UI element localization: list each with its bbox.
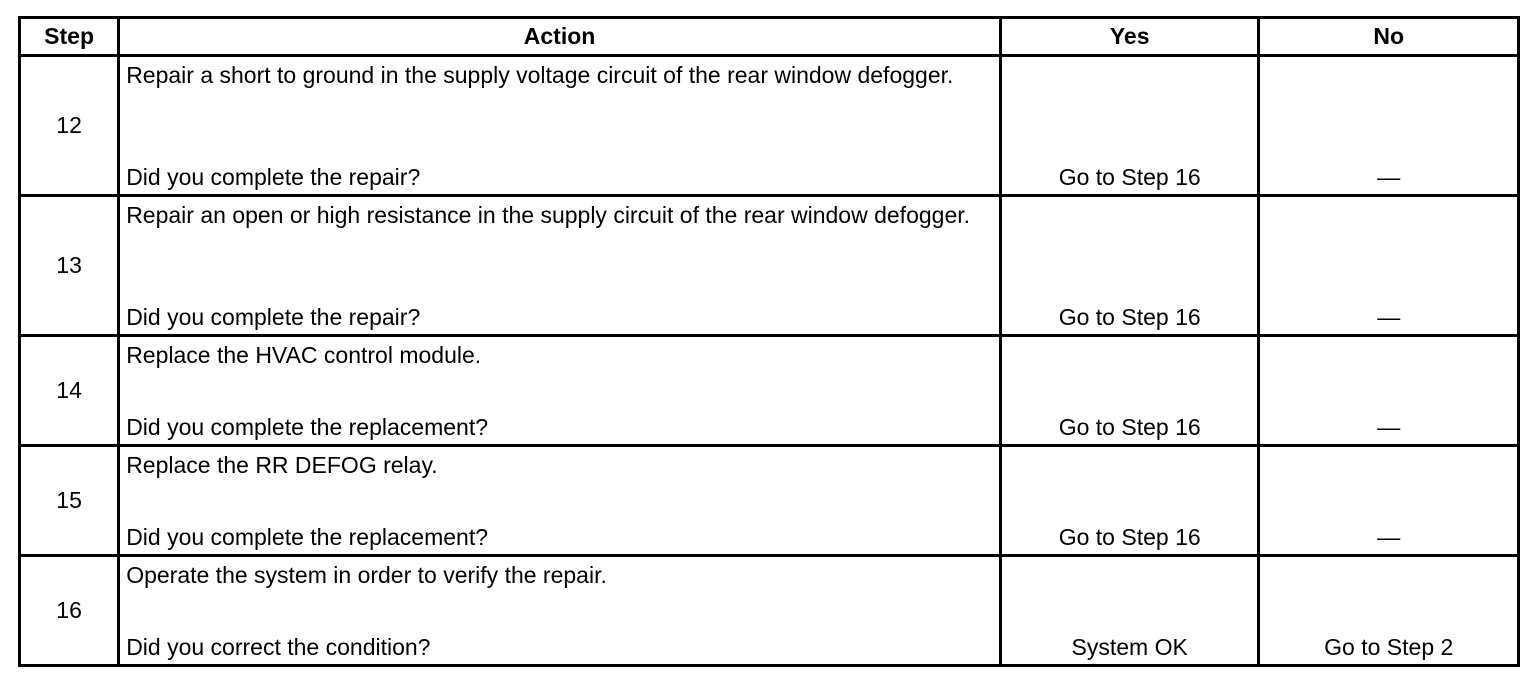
no-result: — — [1259, 336, 1519, 446]
step-number: 16 — [20, 556, 119, 666]
header-action: Action — [119, 18, 1001, 56]
table-row — [20, 446, 1519, 556]
action-text: Replace the HVAC control module. — [126, 342, 482, 368]
header-yes: Yes — [1000, 18, 1259, 56]
table-row — [20, 556, 1519, 666]
table-row — [20, 196, 1519, 336]
no-result: — — [1259, 446, 1519, 556]
action-question: Did you correct the condition? — [126, 634, 431, 660]
yes-result: Go to Step 16 — [1000, 56, 1259, 196]
no-result: — — [1259, 56, 1519, 196]
diagnostic-table — [18, 16, 1520, 667]
no-result: Go to Step 2 — [1259, 556, 1519, 666]
action-question: Did you complete the replacement? — [126, 524, 488, 550]
table-row — [20, 56, 1519, 196]
action-cell — [119, 556, 1001, 666]
table-row — [20, 336, 1519, 446]
no-result: — — [1259, 196, 1519, 336]
action-question: Did you complete the repair? — [126, 164, 421, 190]
yes-result: Go to Step 16 — [1000, 336, 1259, 446]
action-question: Did you complete the repair? — [126, 304, 421, 330]
yes-result: Go to Step 16 — [1000, 196, 1259, 336]
yes-result: System OK — [1000, 556, 1259, 666]
header-row — [20, 18, 1519, 56]
action-cell — [119, 336, 1001, 446]
action-question: Did you complete the replacement? — [126, 414, 488, 440]
action-text: Repair a short to ground in the supply voltage circuit of the rear window defogger. — [126, 62, 954, 88]
action-text: Repair an open or high resistance in the supply circuit of the rear window defogger. — [126, 202, 971, 228]
action-cell — [119, 196, 1001, 336]
action-cell — [119, 56, 1001, 196]
header-step: Step — [20, 18, 119, 56]
header-no: No — [1259, 18, 1519, 56]
yes-result: Go to Step 16 — [1000, 446, 1259, 556]
action-text: Operate the system in order to verify the repair. — [126, 562, 607, 588]
action-cell — [119, 446, 1001, 556]
step-number: 12 — [20, 56, 119, 196]
table-header — [20, 18, 1519, 56]
step-number: 14 — [20, 336, 119, 446]
step-number: 13 — [20, 196, 119, 336]
action-text: Replace the RR DEFOG relay. — [126, 452, 438, 478]
step-number: 15 — [20, 446, 119, 556]
table-body — [20, 56, 1519, 666]
